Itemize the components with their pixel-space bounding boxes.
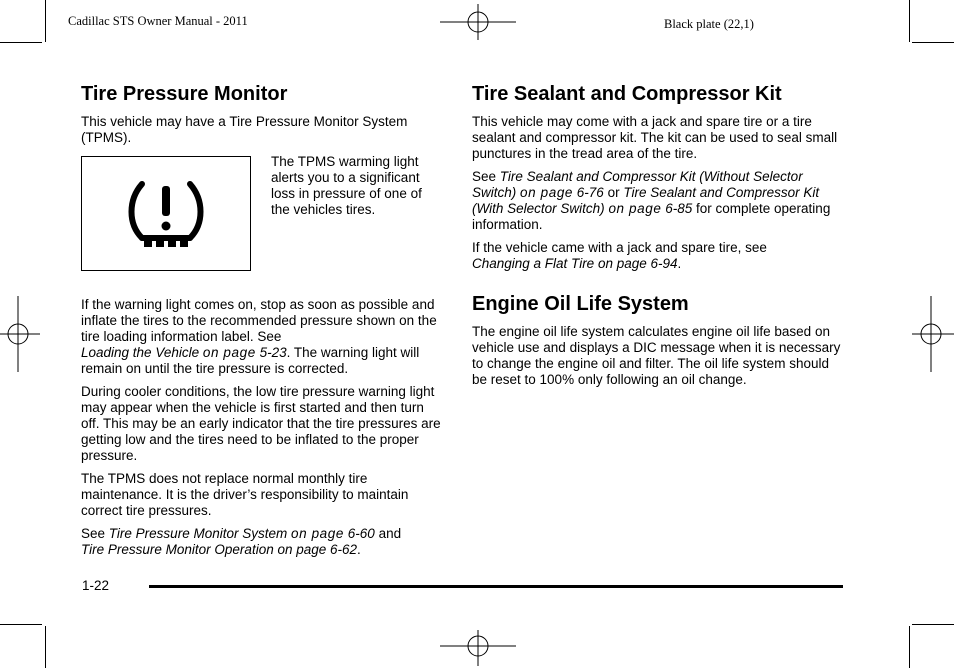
tpms-intro: This vehicle may have a Tire Pressure Monitor System (TPMS). bbox=[81, 114, 408, 145]
sealant-paragraph-intro: This vehicle may come with a jack and spare tire or a tire sealant and compressor kit. The kit can be used to seal small punctures in the tread area of the tire. bbox=[472, 114, 838, 161]
page-number: 1-22 bbox=[82, 578, 110, 593]
reference-link-changing-flat-tire[interactable]: Changing a Flat Tire on page 6-94 bbox=[472, 256, 678, 271]
text-run: for complete operating information. bbox=[472, 201, 831, 232]
reference-page-number[interactable]: 6-85 bbox=[665, 201, 693, 216]
crop-mark bbox=[0, 42, 42, 43]
tpms-icon-frame bbox=[81, 156, 251, 271]
tpms-paragraph-see-also bbox=[81, 526, 443, 558]
text-run: If the warning light comes on, stop as soon as possible and inflate the tires to the recommended pressure shown on the tire loading information label. See bbox=[81, 297, 437, 344]
section-title-tire-pressure-monitor: Tire Pressure Monitor bbox=[81, 83, 288, 105]
tpms-warning-icon bbox=[126, 178, 206, 250]
text-run: If the vehicle came with a jack and spare tire, see bbox=[472, 240, 767, 255]
text-run: . bbox=[677, 256, 682, 271]
crop-mark bbox=[912, 624, 954, 625]
crop-mark bbox=[45, 0, 46, 42]
crop-mark bbox=[45, 626, 46, 668]
tpms-paragraph-warning-light bbox=[81, 297, 443, 377]
registration-mark-right-icon bbox=[912, 296, 954, 372]
text-run: or bbox=[607, 185, 620, 200]
tpms-figure-caption: The TPMS warming light alerts you to a significant loss in pressure of one of the vehicles tires. bbox=[271, 154, 422, 217]
tpms-paragraph-cooler-conditions: During cooler conditions, the low tire pressure warning light may appear when the vehicle is first started and then turn off. This may be an early indicator that the tire pressures are getting low and the tires need to be inflated to the proper pressure. bbox=[81, 384, 441, 463]
sealant-paragraph-see-also bbox=[472, 169, 844, 233]
reference-page-number[interactable]: 5-23 bbox=[259, 345, 287, 360]
registration-mark-top-icon bbox=[440, 4, 516, 40]
crop-mark bbox=[0, 624, 42, 625]
tpms-figure bbox=[81, 156, 443, 271]
crop-mark bbox=[909, 626, 910, 668]
reference-on-page: on page bbox=[202, 345, 256, 360]
reference-link-sealant-with-switch[interactable]: Tire Sealant and Compressor Kit (With Selector Switch) bbox=[472, 185, 820, 216]
crop-mark bbox=[912, 42, 954, 43]
text-run: . bbox=[357, 542, 361, 557]
reference-link-sealant-without-switch[interactable]: Tire Sealant and Compressor Kit (Without Selector Switch) bbox=[472, 169, 803, 200]
reference-page-number[interactable]: 6-60 bbox=[347, 526, 375, 541]
section-title-engine-oil-life: Engine Oil Life System bbox=[472, 293, 689, 315]
tpms-paragraph-maintenance: The TPMS does not replace normal monthly tire maintenance. It is the driver’s responsibility to maintain correct tire pressures. bbox=[81, 471, 409, 518]
footer-rule bbox=[149, 585, 843, 588]
reference-page-number[interactable]: 6-76 bbox=[576, 185, 604, 200]
text-run: and bbox=[378, 526, 402, 541]
reference-on-page: on page bbox=[608, 201, 662, 216]
crop-mark bbox=[909, 0, 910, 42]
left-column bbox=[81, 82, 443, 565]
reference-on-page: on page bbox=[291, 526, 344, 541]
reference-link-loading-vehicle[interactable]: Loading the Vehicle bbox=[81, 345, 200, 360]
reference-link-tpms-operation[interactable]: Tire Pressure Monitor Operation on page 6-62 bbox=[81, 542, 358, 557]
registration-mark-bottom-icon bbox=[440, 630, 516, 666]
oil-life-paragraph: The engine oil life system calculates engine oil life based on vehicle use and displays a DIC message when it is necessary to change the engine oil and filter. The oil life system should be reset to 100% only following an oil change. bbox=[472, 324, 841, 387]
text-run: See bbox=[472, 169, 497, 184]
reference-on-page: on page bbox=[520, 185, 574, 200]
plate-label: Black plate (22,1) bbox=[664, 17, 754, 31]
section-title-tire-sealant: Tire Sealant and Compressor Kit bbox=[472, 83, 782, 105]
sealant-paragraph-jack bbox=[472, 240, 844, 272]
text-run: . The warning light will remain on until the tire pressure is corrected. bbox=[81, 345, 420, 376]
manual-title: Cadillac STS Owner Manual - 2011 bbox=[68, 14, 248, 28]
reference-link-tpms-system[interactable]: Tire Pressure Monitor System bbox=[108, 526, 288, 541]
text-run: See bbox=[81, 526, 106, 541]
registration-mark-left-icon bbox=[0, 296, 40, 372]
right-column bbox=[472, 82, 844, 395]
